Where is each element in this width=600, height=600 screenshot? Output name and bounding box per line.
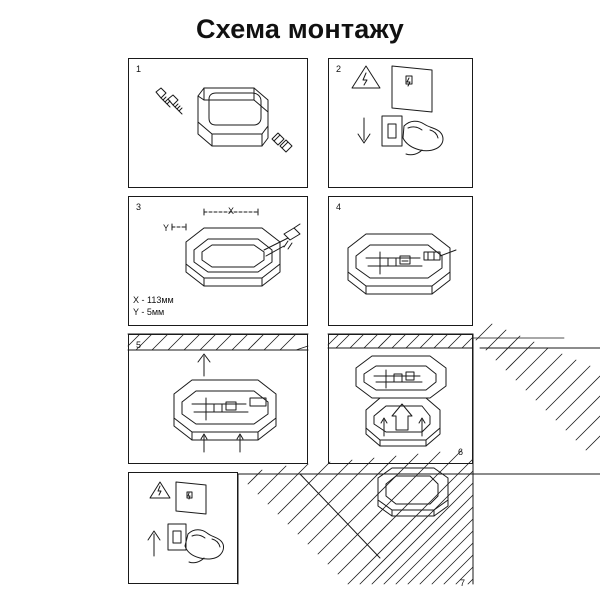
dimension-x-label: X - 113мм	[133, 295, 174, 305]
panel-2	[328, 58, 473, 188]
step-number-2: 2	[336, 64, 342, 74]
axis-y-label: Y	[163, 223, 170, 233]
panel-1	[128, 58, 308, 188]
installed-luminaire	[378, 468, 448, 516]
step-number-3: 3	[136, 202, 142, 212]
panel-6	[328, 334, 473, 464]
step-number-6: 6	[458, 447, 464, 457]
step-number-5: 5	[136, 340, 142, 350]
panel-5	[128, 334, 308, 464]
axis-x-label: X	[228, 206, 235, 216]
step-number-4: 4	[336, 202, 342, 212]
step-number-7: 7	[460, 578, 466, 588]
step-number-1: 1	[136, 64, 142, 74]
panel-7	[128, 472, 238, 584]
dimension-y-label: Y - 5мм	[133, 307, 165, 317]
page-title: Схема монтажу	[195, 14, 405, 44]
panel-4	[328, 196, 473, 326]
